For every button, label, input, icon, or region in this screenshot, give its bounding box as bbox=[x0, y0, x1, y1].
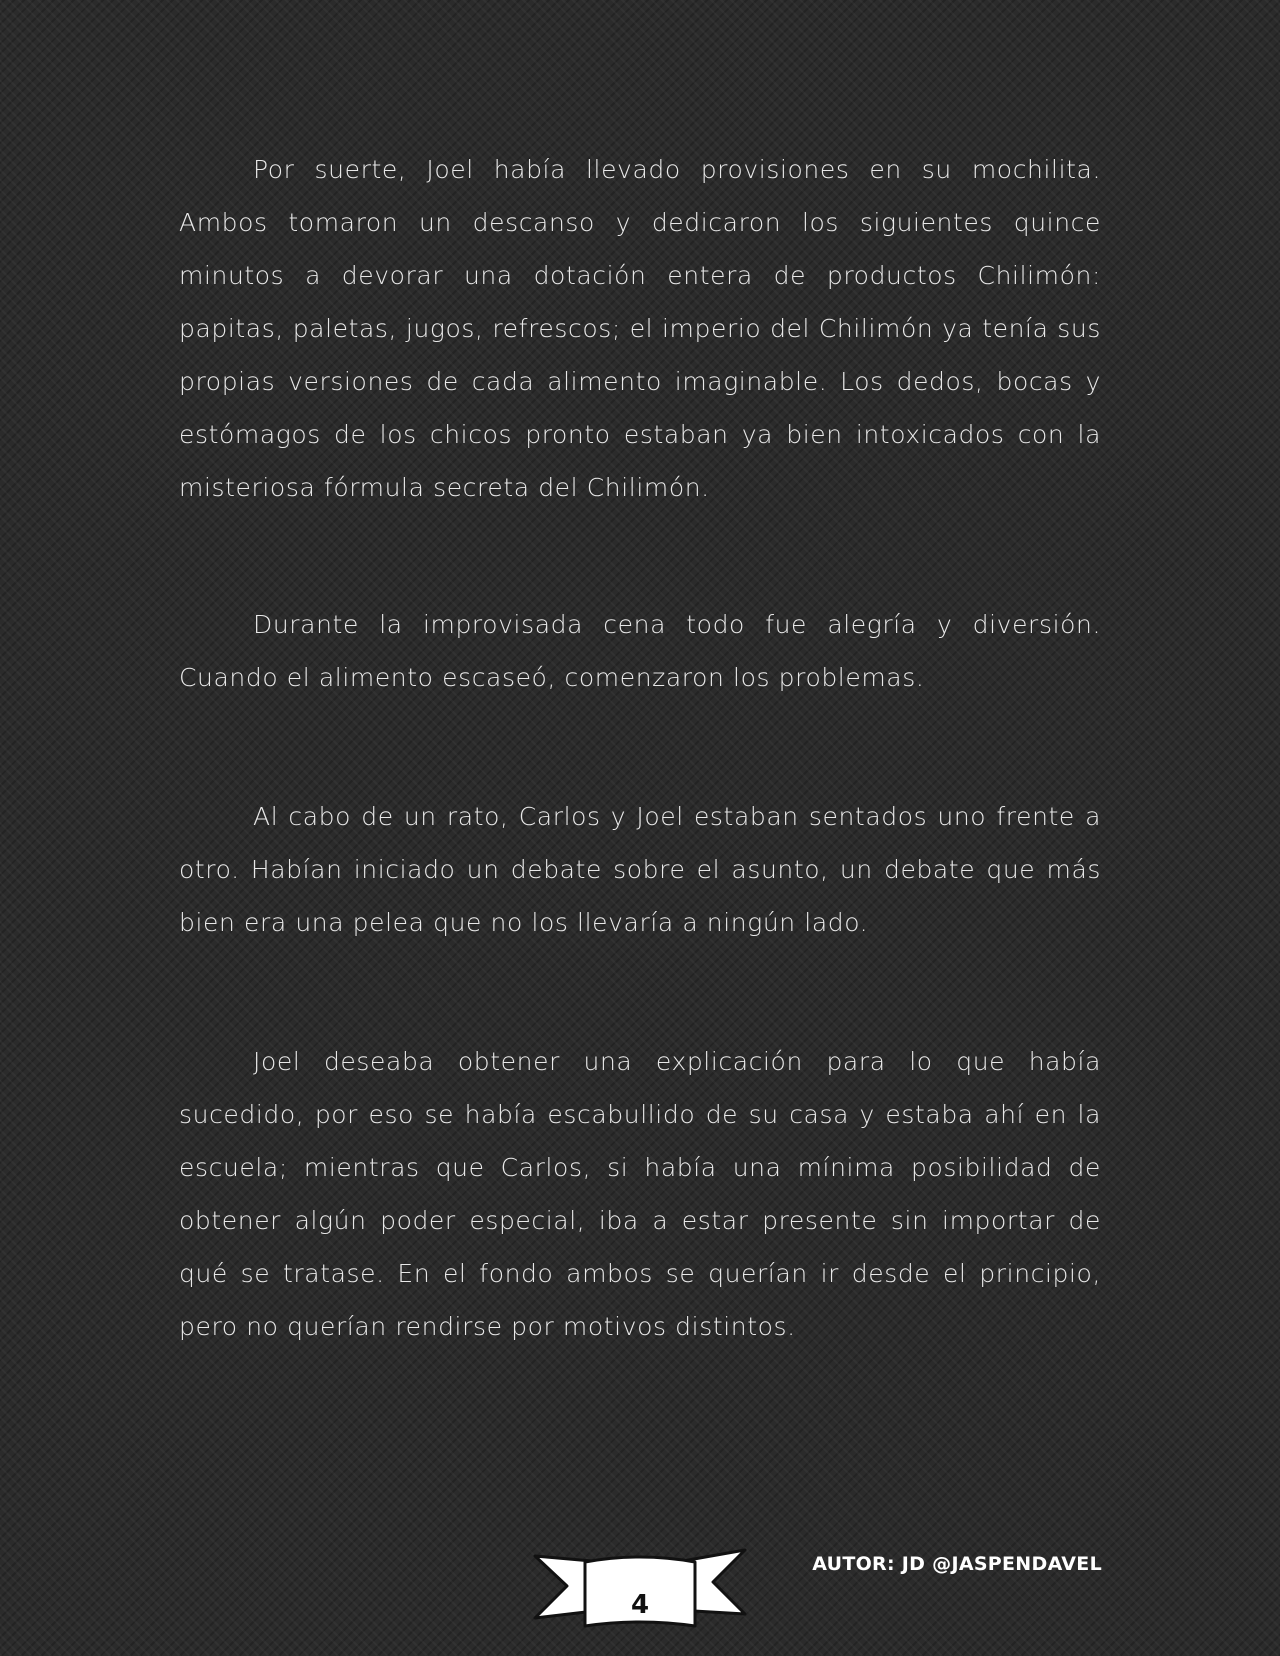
author-credit: AUTOR: JD @JASPENDAVEL bbox=[812, 1553, 1102, 1575]
paragraph: Por suerte, Joel había llevado provisiones en su mochilita. Ambos tomaron un descanso y dedicaron los siguientes quince minutos a devorar una dotación entera de productos Chilimón: papitas, paletas, jugos, refrescos; el imperio del Chilimón ya tenía sus propias versiones de cada alimento imaginable. Los dedos, bocas y estómagos de los chicos pronto estaban ya bien intoxicados con la misteriosa fórmula secreta del Chilimón. bbox=[179, 155, 1101, 502]
page-body bbox=[179, 143, 1101, 1353]
page-number: 4 bbox=[630, 1590, 650, 1620]
paragraph: Al cabo de un rato, Carlos y Joel estaban sentados uno frente a otro. Habían iniciado un debate sobre el asunto, un debate que más bien era una pelea que no los llevaría a ningún lado. bbox=[179, 802, 1101, 937]
paragraph: Durante la improvisada cena todo fue alegría y diversión. Cuando el alimento escaseó, comenzaron los problemas. bbox=[179, 610, 1101, 692]
paragraph: Joel deseaba obtener una explicación para lo que había sucedido, por eso se había escabullido de su casa y estaba ahí en la escuela; mientras que Carlos, si había una mínima posibilidad de obtener algún poder especial, iba a estar presente sin importar de qué se tratase. En el fondo ambos se querían ir desde el principio, pero no querían rendirse por motivos distintos. bbox=[179, 1047, 1101, 1341]
